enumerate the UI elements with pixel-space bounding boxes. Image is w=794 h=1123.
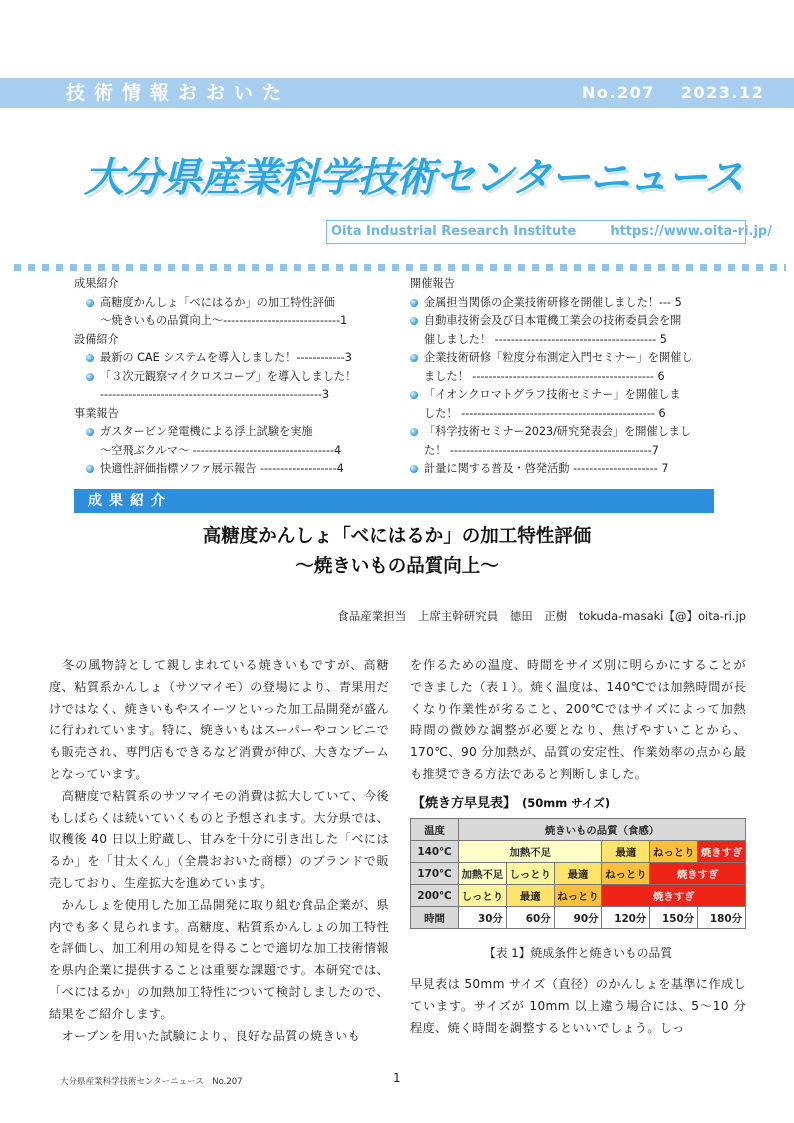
table-title-note: (50mm サイズ)	[522, 796, 611, 810]
issue-number: No.207	[582, 83, 655, 102]
article-right-column-bottom	[410, 974, 746, 1039]
toc-text: 催しました！ ---------------------------------------- 5	[424, 332, 667, 346]
temperature-cell: 170℃	[411, 863, 459, 885]
baking-chart-table	[410, 818, 746, 929]
quality-cell: しっとり	[506, 863, 554, 885]
toc-section-heading	[410, 275, 720, 294]
bullet-dot-icon	[410, 317, 418, 325]
article-subtitle: ～焼きいもの品質向上～	[295, 556, 499, 577]
toc-entry[interactable]	[410, 368, 720, 387]
dashed-divider	[14, 264, 786, 271]
article-right-column-top	[410, 655, 746, 786]
quality-cell: しっとり	[459, 885, 507, 907]
table-title-text: 【焼き方早見表】	[412, 796, 517, 811]
quality-cell: 加熱不足	[459, 863, 507, 885]
bullet-dot-icon	[86, 465, 94, 473]
time-cell: 150分	[650, 907, 698, 929]
paragraph: かんしょを使用した加工品開発に取り組む食品企業が、県内でも多く見られます。高糖度、粘質系かんしょの加工特性を評価し、加工利用の知見を得ることで適切な加工技術情報を県内企業に提供することは重要な課題です。本研究では、「べにはるか」の加熱加工特性について検討しましたので、結果をご紹介します。	[49, 897, 389, 1021]
time-cell: 180分	[698, 907, 746, 929]
toc-text: ガスタービン発電機による浮上試験を実施	[100, 425, 313, 438]
toc-entry[interactable]	[410, 405, 720, 424]
table-row	[411, 885, 746, 907]
temperature-cell: 200℃	[411, 885, 459, 907]
quality-cell: ねっとり	[650, 841, 698, 863]
newsletter-title: 大分県産業科学技術センターニュース	[84, 155, 744, 201]
toc-entry[interactable]	[86, 294, 386, 313]
toc-section-heading	[74, 275, 386, 294]
bullet-dot-icon	[86, 299, 94, 307]
bullet-dot-icon	[410, 354, 418, 362]
toc-entry[interactable]	[86, 386, 386, 405]
toc-text: ～焼きいもの品質向上～-----------------------------1	[100, 314, 348, 327]
toc-right-column	[410, 275, 720, 479]
toc-entry[interactable]	[86, 368, 386, 387]
toc-entry[interactable]	[86, 442, 386, 461]
org-url-link[interactable]: https://www.oita-ri.jp/	[610, 224, 772, 239]
table-caption: 【表 1】焼成条件と焼きいもの品質	[483, 946, 673, 960]
issue-date: 2023.12	[680, 83, 765, 102]
toc-text: 「イオンクロマトグラフ技術セミナー」を開催しま	[424, 388, 681, 401]
org-name: Oita Industrial Research Institute	[331, 224, 577, 239]
bullet-dot-icon	[410, 465, 418, 473]
table-header-quality: 焼きいもの品質（食感）	[459, 819, 746, 841]
time-cell: 120分	[602, 907, 650, 929]
toc-entry[interactable]	[410, 386, 720, 405]
toc-text: した！ ------------------------------------------------ 6	[424, 406, 666, 420]
toc-text: た！ --------------------------------------------------7	[424, 443, 659, 457]
table-time-label: 時間	[411, 907, 459, 929]
toc-text: 快適性評価指標ソファ展示報告 -------------------4	[100, 462, 344, 475]
toc-entry[interactable]	[86, 423, 386, 442]
bullet-dot-icon	[410, 391, 418, 399]
section-label: 成果紹介	[88, 493, 172, 509]
toc-text: 自動車技術会及び日本電機工業会の技術委員会を開	[424, 314, 682, 327]
toc-text: -------------------------------------------------------3	[100, 388, 330, 401]
paragraph: 高糖度で粘質系のサツマイモの消費は拡大していて、今後もしばらくは続いていくものと予想されます。大分県では、収穫後 40 日以上貯蔵し、甘みを十分に引き出した「べにはるか」を「甘太くん」（全農おおいた商標）のブランドで販売しており、生産拡大を進めています。	[49, 788, 389, 890]
org-url-bar	[326, 220, 772, 244]
toc-text: ～空飛ぶクルマ～ -----------------------------------4	[100, 443, 342, 457]
toc-text: ました！ --------------------------------------------- 6	[424, 369, 665, 383]
page-number: 1	[393, 1071, 401, 1085]
toc-entry[interactable]	[410, 331, 720, 350]
toc-text: 事業報告	[74, 406, 119, 420]
time-cell: 60分	[506, 907, 554, 929]
toc-text: 金属担当関係の企業技術研修を開催しました！--- 5	[424, 295, 682, 309]
quality-cell: ねっとり	[554, 885, 602, 907]
toc-entry[interactable]	[86, 349, 386, 368]
toc-text: 「３次元観察マイクロスコープ」を導入しました！	[100, 369, 357, 383]
series-title: 技術情報おおいた	[66, 82, 291, 104]
toc-text: 企業技術研修「粒度分布測定入門セミナー」を開催し	[424, 351, 693, 364]
toc-section-heading	[74, 331, 386, 350]
toc-entry[interactable]	[410, 423, 720, 442]
toc-entry[interactable]	[410, 312, 720, 331]
bullet-dot-icon	[410, 428, 418, 436]
footer-publication: 大分県産業科学技術センターニュース No.207	[60, 1077, 243, 1087]
quality-cell: 焼きすぎ	[698, 841, 746, 863]
paragraph: 冬の風物詩として親しまれている焼きいもですが、高糖度、粘質系かんしょ（サツマイモ）の登場により、青果用だけではなく、焼きいもやスイーツといった加工品開発が盛んに行われています。特に、焼きいもはスーパーやコンビニでも販売され、専門店もできるなど消費が伸び、大きなブームとなっています。	[49, 658, 389, 781]
quality-cell: 焼きすぎ	[650, 863, 746, 885]
toc-text: 成果紹介	[74, 277, 119, 290]
toc-text: 開催報告	[410, 277, 455, 290]
quality-cell: 焼きすぎ	[602, 885, 746, 907]
toc-entry[interactable]	[410, 460, 720, 479]
toc-left-column	[74, 275, 386, 479]
time-cell: 30分	[459, 907, 507, 929]
table-row	[411, 863, 746, 885]
toc-entry[interactable]	[410, 349, 720, 368]
toc-entry[interactable]	[410, 442, 720, 461]
toc-text: 最新の CAE システムを導入しました！------------3	[100, 351, 352, 364]
paragraph: を作るための温度、時間をサイズ別に明らかにすることができました（表１）。焼く温度は、140℃では加熱時間が長くなり作業性が劣ること、200℃ではサイズによって加熱時間の微妙な調整が必要となり、焦げやすいことから、170℃、90 分加熱が、品質の安定性、作業効率の点から最も推奨できる方法であると判断しました。	[410, 658, 746, 781]
time-cell: 90分	[554, 907, 602, 929]
toc-section-heading	[74, 405, 386, 424]
toc-text: 「科学技術セミナー2023/研究発表会」を開催しまし	[424, 425, 692, 438]
time-row	[411, 907, 746, 929]
toc-entry[interactable]	[86, 312, 386, 331]
quality-cell: 最適	[602, 841, 650, 863]
bullet-dot-icon	[86, 428, 94, 436]
quality-cell: 最適	[554, 863, 602, 885]
table-title	[412, 792, 610, 811]
article-title: 高糖度かんしょ「べにはるか」の加工特性評価	[202, 526, 592, 547]
toc-text: 高糖度かんしょ「べにはるか」の加工特性評価	[100, 295, 335, 309]
paragraph: 早見表は 50mm サイズ（直径）のかんしょを基準に作成しています。サイズが 10mm 以上違う場合には、5～10 分程度、焼く時間を調整するといいでしょう。しっ	[410, 977, 746, 1035]
toc-entry[interactable]	[86, 460, 386, 479]
toc-entry[interactable]	[410, 294, 720, 313]
temperature-cell: 140℃	[411, 841, 459, 863]
issue-info	[582, 80, 764, 106]
quality-cell: 加熱不足	[459, 841, 602, 863]
table-header-temperature: 温度	[411, 819, 459, 841]
bullet-dot-icon	[410, 299, 418, 307]
table-row	[411, 841, 746, 863]
quality-cell: ねっとり	[602, 863, 650, 885]
toc-text: 設備紹介	[74, 332, 119, 346]
quality-cell: 最適	[506, 885, 554, 907]
article-left-column	[49, 655, 389, 1047]
bullet-dot-icon	[86, 354, 94, 362]
toc-text: 計量に関する普及・啓発活動 --------------------- 7	[424, 462, 669, 475]
paragraph: オーブンを用いた試験により、良好な品質の焼きいも	[49, 1028, 361, 1043]
bullet-dot-icon	[86, 373, 94, 381]
author-byline: 食品産業担当 上席主幹研究員 徳田 正樹 tokuda-masaki【@】oita-ri.jp	[337, 609, 746, 623]
